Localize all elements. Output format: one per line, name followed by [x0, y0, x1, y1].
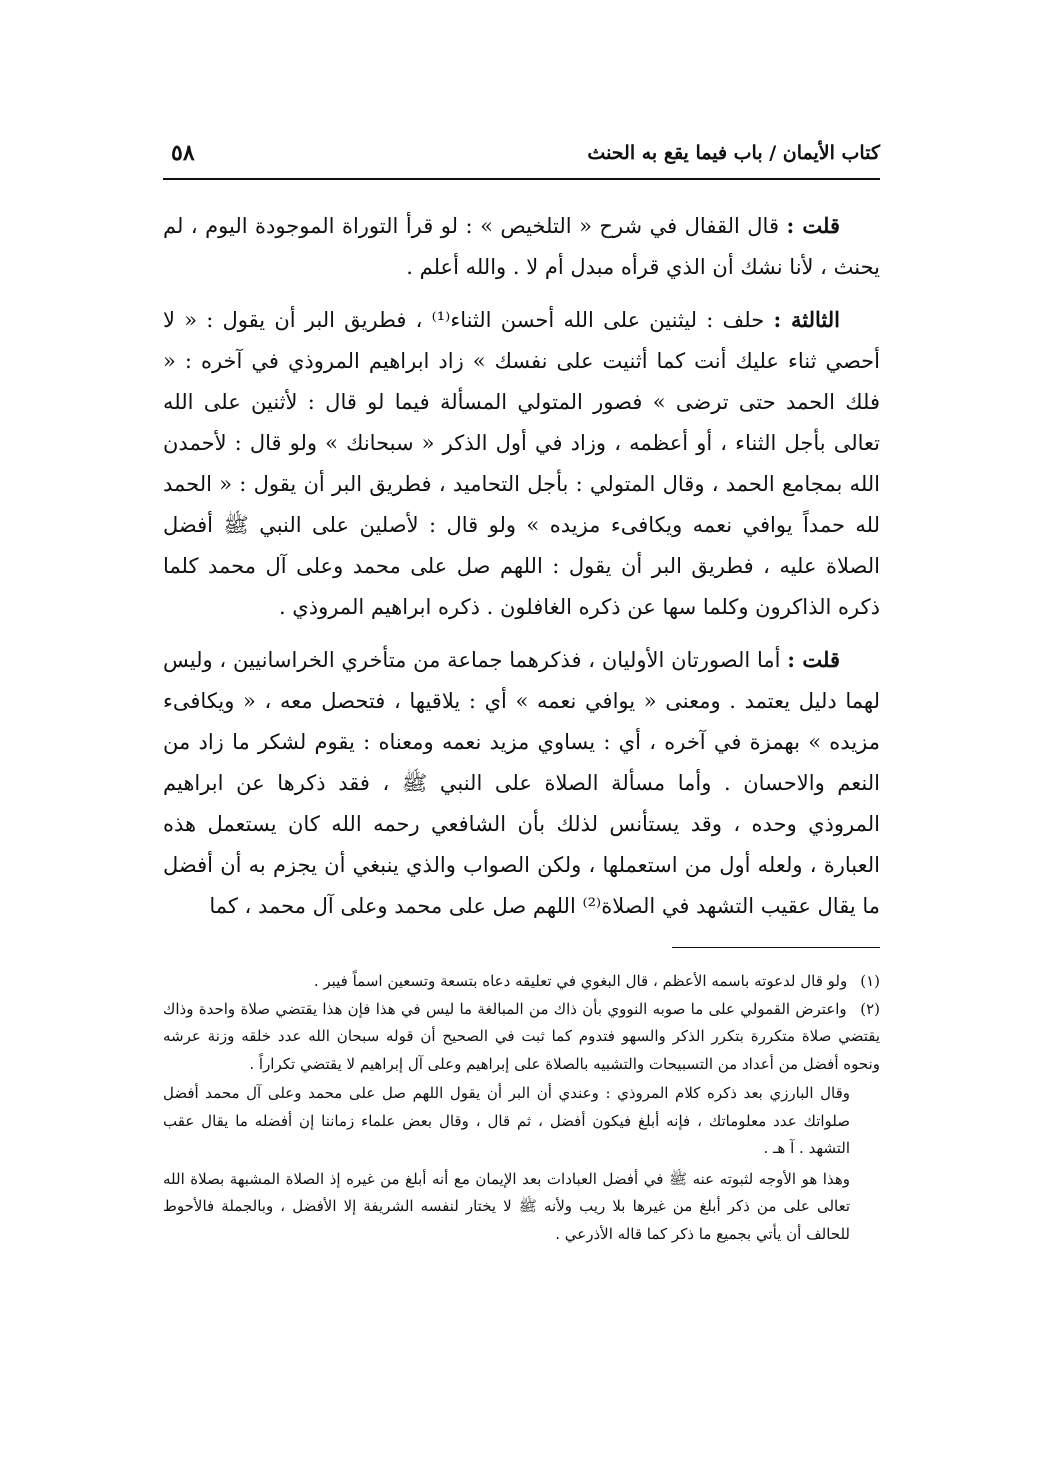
main-text	[163, 205, 880, 938]
footnote-text: واعترض القمولي على ما صوبه النووي بأن ذاك من المبالغة ما ليس في هذا فإن هذا يقتضي صلاة واحدة وذاك يقتضي صلاة متكررة بتكرر الذكر والسهو فتدوم كما ثبت في الصحيح أن قوله سبحان الله عدد خلقه وزنة عرشه ونحوه أفضل من أعداد من التسبيحات والتشبيه بالصلاة على إبراهيم وعلى آل إبراهيم لا يقتضي تكراراً .	[163, 999, 880, 1073]
footnotes	[163, 968, 880, 1251]
running-header	[163, 130, 880, 180]
footnote-number: (٢)	[860, 999, 880, 1018]
paragraph-lead: الثالثة :	[773, 307, 840, 332]
footnote-2-continuation-2: وهذا هو الأوجه لثبوته عنه ﷺ في أفضل العبادات بعد الإيمان مع أنه أبلغ من غيره إذ الصلاة المشبهة بصلاة الله تعالى على من ذكر أبلغ من غيرها بلا ريب ولأنه ﷺ لا يختار لنفسه الشريفة إلا الأفضل ، وبالجملة فالأحوط للحالف أن يأتي بجميع ما ذكر كما قاله الأذرعي .	[163, 1169, 850, 1243]
footnote-2	[163, 996, 880, 1079]
paragraph-text: قال القفال في شرح « التلخيص » : لو قرأ التوراة الموجودة اليوم ، لم يحنث ، لأنا نشك أن الذي قرأه مبدل أم لا . والله أعلم .	[163, 214, 880, 279]
paragraph-2	[163, 299, 880, 628]
footnote-1	[163, 968, 880, 996]
paragraph-text: أما الصورتان الأوليان ، فذكرهما جماعة من متأخري الخراسانيين ، وليس لهما دليل يعتمد . ومعنى « يوافي نعمه » أي : يلاقيها ، فتحصل معه ، « ويكافىء مزيده » بهمزة في آخره ، أي : يساوي مزيد نعمه ومعناه : يقوم لشكر ما زاد من النعم والاحسان . وأما مسألة الصلاة على النبي ﷺ ، فقد ذكرها عن ابراهيم المروذي وحده ، وقد يستأنس لذلك بأن الشافعي رحمه الله كان يستعمل هذه العبارة ، ولعله أول من استعملها ، ولكن الصواب والذي ينبغي أن يجزم به أن أفضل ما يقال عقيب التشهد في الصلاة⁽²⁾ اللهم صل على محمد وعلى آل محمد ، كما	[163, 648, 880, 918]
paragraph-3	[163, 639, 880, 927]
paragraph-1	[163, 205, 880, 288]
paragraph-text: حلف : ليثنين على الله أحسن الثناء⁽¹⁾ ، فطريق البر أن يقول : « لا أحصي ثناء عليك أنت كما أثنيت على نفسك » زاد ابراهيم المروذي في آخره : « فلك الحمد حتى ترضى » فصور المتولي المسألة فيما لو قال : لأثنين على الله تعالى بأجل الثناء ، أو أعظمه ، وزاد في أول الذكر « سبحانك » ولو قال : لأحمدن الله بمجامع الحمد ، وقال المتولي : بأجل التحاميد ، فطريق البر أن يقول : « الحمد لله حمداً يوافي نعمه ويكافىء مزيده » ولو قال : لأصلين على النبي ﷺ أفضل الصلاة عليه ، فطريق البر أن يقول : اللهم صل على محمد وعلى آل محمد كلما ذكره الذاكرون وكلما سها عن ذكره الغافلون . ذكره ابراهيم المروذي .	[163, 308, 880, 619]
footnote-text: ولو قال لدعوته باسمه الأعظم ، قال البغوي في تعليقه دعاه بتسعة وتسعين اسماً فيبر .	[313, 972, 848, 990]
paragraph-lead: قلت :	[786, 213, 840, 238]
header-title: كتاب الأيمان / باب فيما يقع به الحنث	[587, 142, 880, 164]
header-rule	[163, 178, 880, 180]
footnote-number: (١)	[860, 972, 880, 990]
footnote-separator	[672, 947, 880, 948]
page-number: ٥٨	[171, 140, 195, 166]
footnote-2-continuation-1: وقال البارزي بعد ذكره كلام المروذي : وعندي أن البر أن يقول اللهم صل على محمد وعلى آل محمد أفضل صلواتك عدد معلوماتك ، فإنه أبلغ فيكون أفضل ، ثم قال ، وقال بعض علماء زماننا إن أفضله ما يقال عقب التشهد . آ هـ .	[163, 1084, 850, 1157]
paragraph-lead: قلت :	[787, 647, 840, 672]
